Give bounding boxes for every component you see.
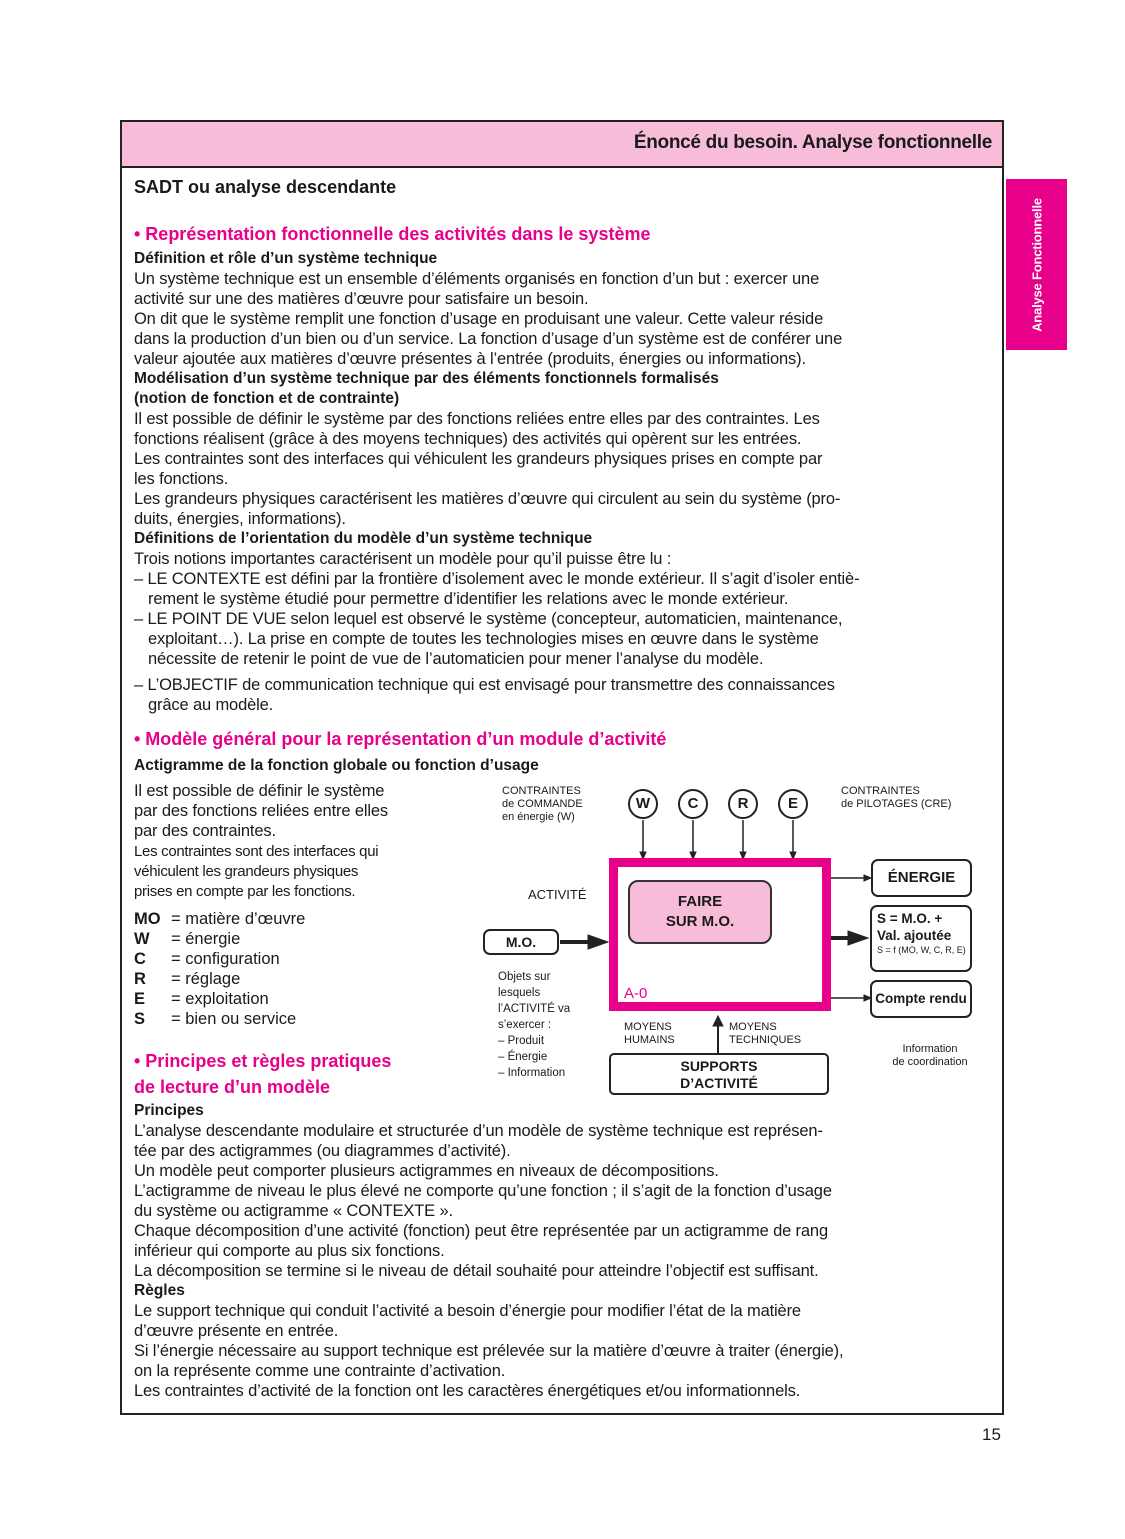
text-line: du système ou actigramme « CONTEXTE ». [134,1202,453,1220]
text-line: Un système technique est un ensemble d’éléments organisés en fonction d’un but : exercer une [134,270,820,288]
text-line: on la représente comme une contrainte d’activation. [134,1362,506,1380]
heading-principes-regles: • Principes et règles pratiques de lecture d’un modèle [134,1051,392,1097]
text-line: véhiculent les grandeurs physiques [134,863,359,880]
legend-item: S = bien ou service [134,1010,297,1028]
subheading-definition: Définition et rôle d’un système technique [134,250,438,267]
text-line: – LE POINT DE VUE selon lequel est observé le système (concepteur, automaticien, maintenance, [134,610,843,628]
subheading-actigramme: Actigramme de la fonction globale ou fonction d’usage [134,757,539,774]
text-line: d’œuvre présente en entrée. [134,1322,339,1340]
text-line: par des fonctions reliées entre elles [134,802,389,820]
paragraph-principes [134,1121,832,1281]
legend-item: C = configuration [134,950,280,968]
text-line: L’analyse descendante modulaire et structurée d’un modèle de système technique est représen- [134,1122,823,1140]
text-line: La décomposition se termine si le niveau de détail souhaité pour atteindre l’objectif est suffisant. [134,1262,819,1280]
text-line: – LE CONTEXTE est défini par la frontière d’isolement avec le monde extérieur. Il s’agit d’isoler entiè- [134,570,860,588]
text-line: Les grandeurs physiques caractérisent les matières d’œuvre qui circulent au sein du système (pro- [134,490,841,508]
compte-rendu-box: Compte rendu [870,980,972,1018]
text-line: valeur ajoutée aux matières d’œuvre présentes à l’entrée (produits, énergies ou informations). [134,350,806,368]
section-title: SADT ou analyse descendante [134,177,397,197]
subheading-regles: Règles [134,1282,185,1299]
contraintes-pilotage-label: CONTRAINTES de PILOTAGES (CRE) [841,785,952,810]
activite-label: ACTIVITÉ [528,887,587,902]
text-line: – L’OBJECTIF de communication technique qui est envisagé pour transmettre des connaissances [134,676,835,694]
text-line: grâce au modèle. [148,696,274,714]
text-line: prises en compte par les fonctions. [134,883,356,900]
text-line: nécessite de retenir le point de vue de l’automaticien pour mener l’analyse du modèle. [148,650,764,668]
legend-item: R = réglage [134,970,241,988]
text-line: Le support technique qui conduit l’activité a besoin d’énergie pour modifier l’état de la matière [134,1302,801,1320]
text-line: activité sur une des matières d’œuvre pour satisfaire un besoin. [134,290,589,308]
text-line: inférieur qui comporte au plus six fonctions. [134,1242,445,1260]
text-line: Les contraintes sont des interfaces qui [134,843,379,860]
heading-modele-general: • Modèle général pour la représentation d’un module d’activité [134,729,667,749]
constraint-w: W [628,789,658,819]
text-line: L’actigramme de niveau le plus élevé ne comporte qu’une fonction ; il s’agit de la fonction d’usage [134,1182,832,1200]
text-line: duits, énergies, informations). [134,510,346,528]
text-line: Si l’énergie nécessaire au support technique est prélevée sur la matière d’œuvre à traiter (énergie), [134,1342,844,1360]
text-line: On dit que le système remplit une fonction d’usage en produisant une valeur. Cette valeur réside [134,310,824,328]
text-line: Les contraintes sont des interfaces qui véhiculent les grandeurs physiques prises en compte par [134,450,823,468]
info-coordination-label: Information de coordination [892,1043,968,1068]
a0-label: A-0 [624,985,648,1002]
output-box: S = M.O. + Val. ajoutée S = f (MO, W, C, R, E) [870,905,972,972]
constraint-e: E [778,789,808,819]
header-title: Énoncé du besoin. Analyse fonctionnelle [633,132,992,153]
paragraph-regles [134,1301,843,1401]
energie-box: ÉNERGIE [871,859,972,897]
text-line: par des contraintes. [134,822,276,840]
text-line: Les contraintes d’activité de la fonction ont les caractères énergétiques et/ou informationnels. [134,1382,801,1400]
side-tab-label: Analyse Fonctionnelle [1029,197,1044,332]
supports-box: SUPPORTS D’ACTIVITÉ [609,1053,829,1095]
heading-representation: • Représentation fonctionnelle des activités dans le système [134,224,651,244]
constraint-c: C [678,789,708,819]
text-line: exploitant…). La prise en compte de toutes les technologies mises en œuvre dans le système [148,630,819,648]
text-line: Il est possible de définir le système [134,782,385,800]
faire-box: FAIRE SUR M.O. [628,880,772,944]
legend-item: MO = matière d’œuvre [134,910,306,928]
text-line: dans la production d’un bien ou d’un service. La fonction d’usage d’un système est de conférer une [134,330,843,348]
text-line: tée par des actigrammes (ou diagrammes d’activité). [134,1142,511,1160]
text-line: Un modèle peut comporter plusieurs actigrammes en niveaux de décompositions. [134,1162,719,1180]
text-line: Trois notions importantes caractérisent un modèle pour qu’il puisse être lu : [134,550,672,568]
text-line: Il est possible de définir le système par des fonctions reliées entre elles par des contraintes. Les [134,410,820,428]
contraintes-commande-label: CONTRAINTES de COMMANDE en énergie (W) [502,785,583,823]
mo-description: Objets sur lesquels l’ACTIVITÉ va s’exercer : – Produit – Énergie – Information [498,971,571,1079]
text-line: rement le système étudié pour permettre d’identifier les relations avec le monde extérieur. [148,590,789,608]
moyens-techniques-label: MOYENS TECHNIQUES [729,1021,802,1046]
page-number: 15 [982,1425,1001,1444]
mo-box: M.O. [483,929,559,955]
subheading-principes: Principes [134,1102,204,1119]
text-line: les fonctions. [134,470,229,488]
subheading-modelisation: Modélisation d’un système technique par des éléments fonctionnels formalisés [134,370,719,387]
moyens-humains-label: MOYENS HUMAINS [624,1021,675,1046]
subheading-orientation: Définitions de l’orientation du modèle d’un système technique [134,530,593,547]
text-line: Chaque décomposition d’une activité (fonction) peut être représentée par un actigramme de rang [134,1222,828,1240]
text-line: fonctions réalisent (grâce à des moyens techniques) des activités qui opèrent sur les entrées. [134,430,802,448]
subheading-modelisation-2: (notion de fonction et de contrainte) [134,390,400,407]
legend-item: W = énergie [134,930,241,948]
constraint-r: R [728,789,758,819]
legend-item: E = exploitation [134,990,269,1008]
